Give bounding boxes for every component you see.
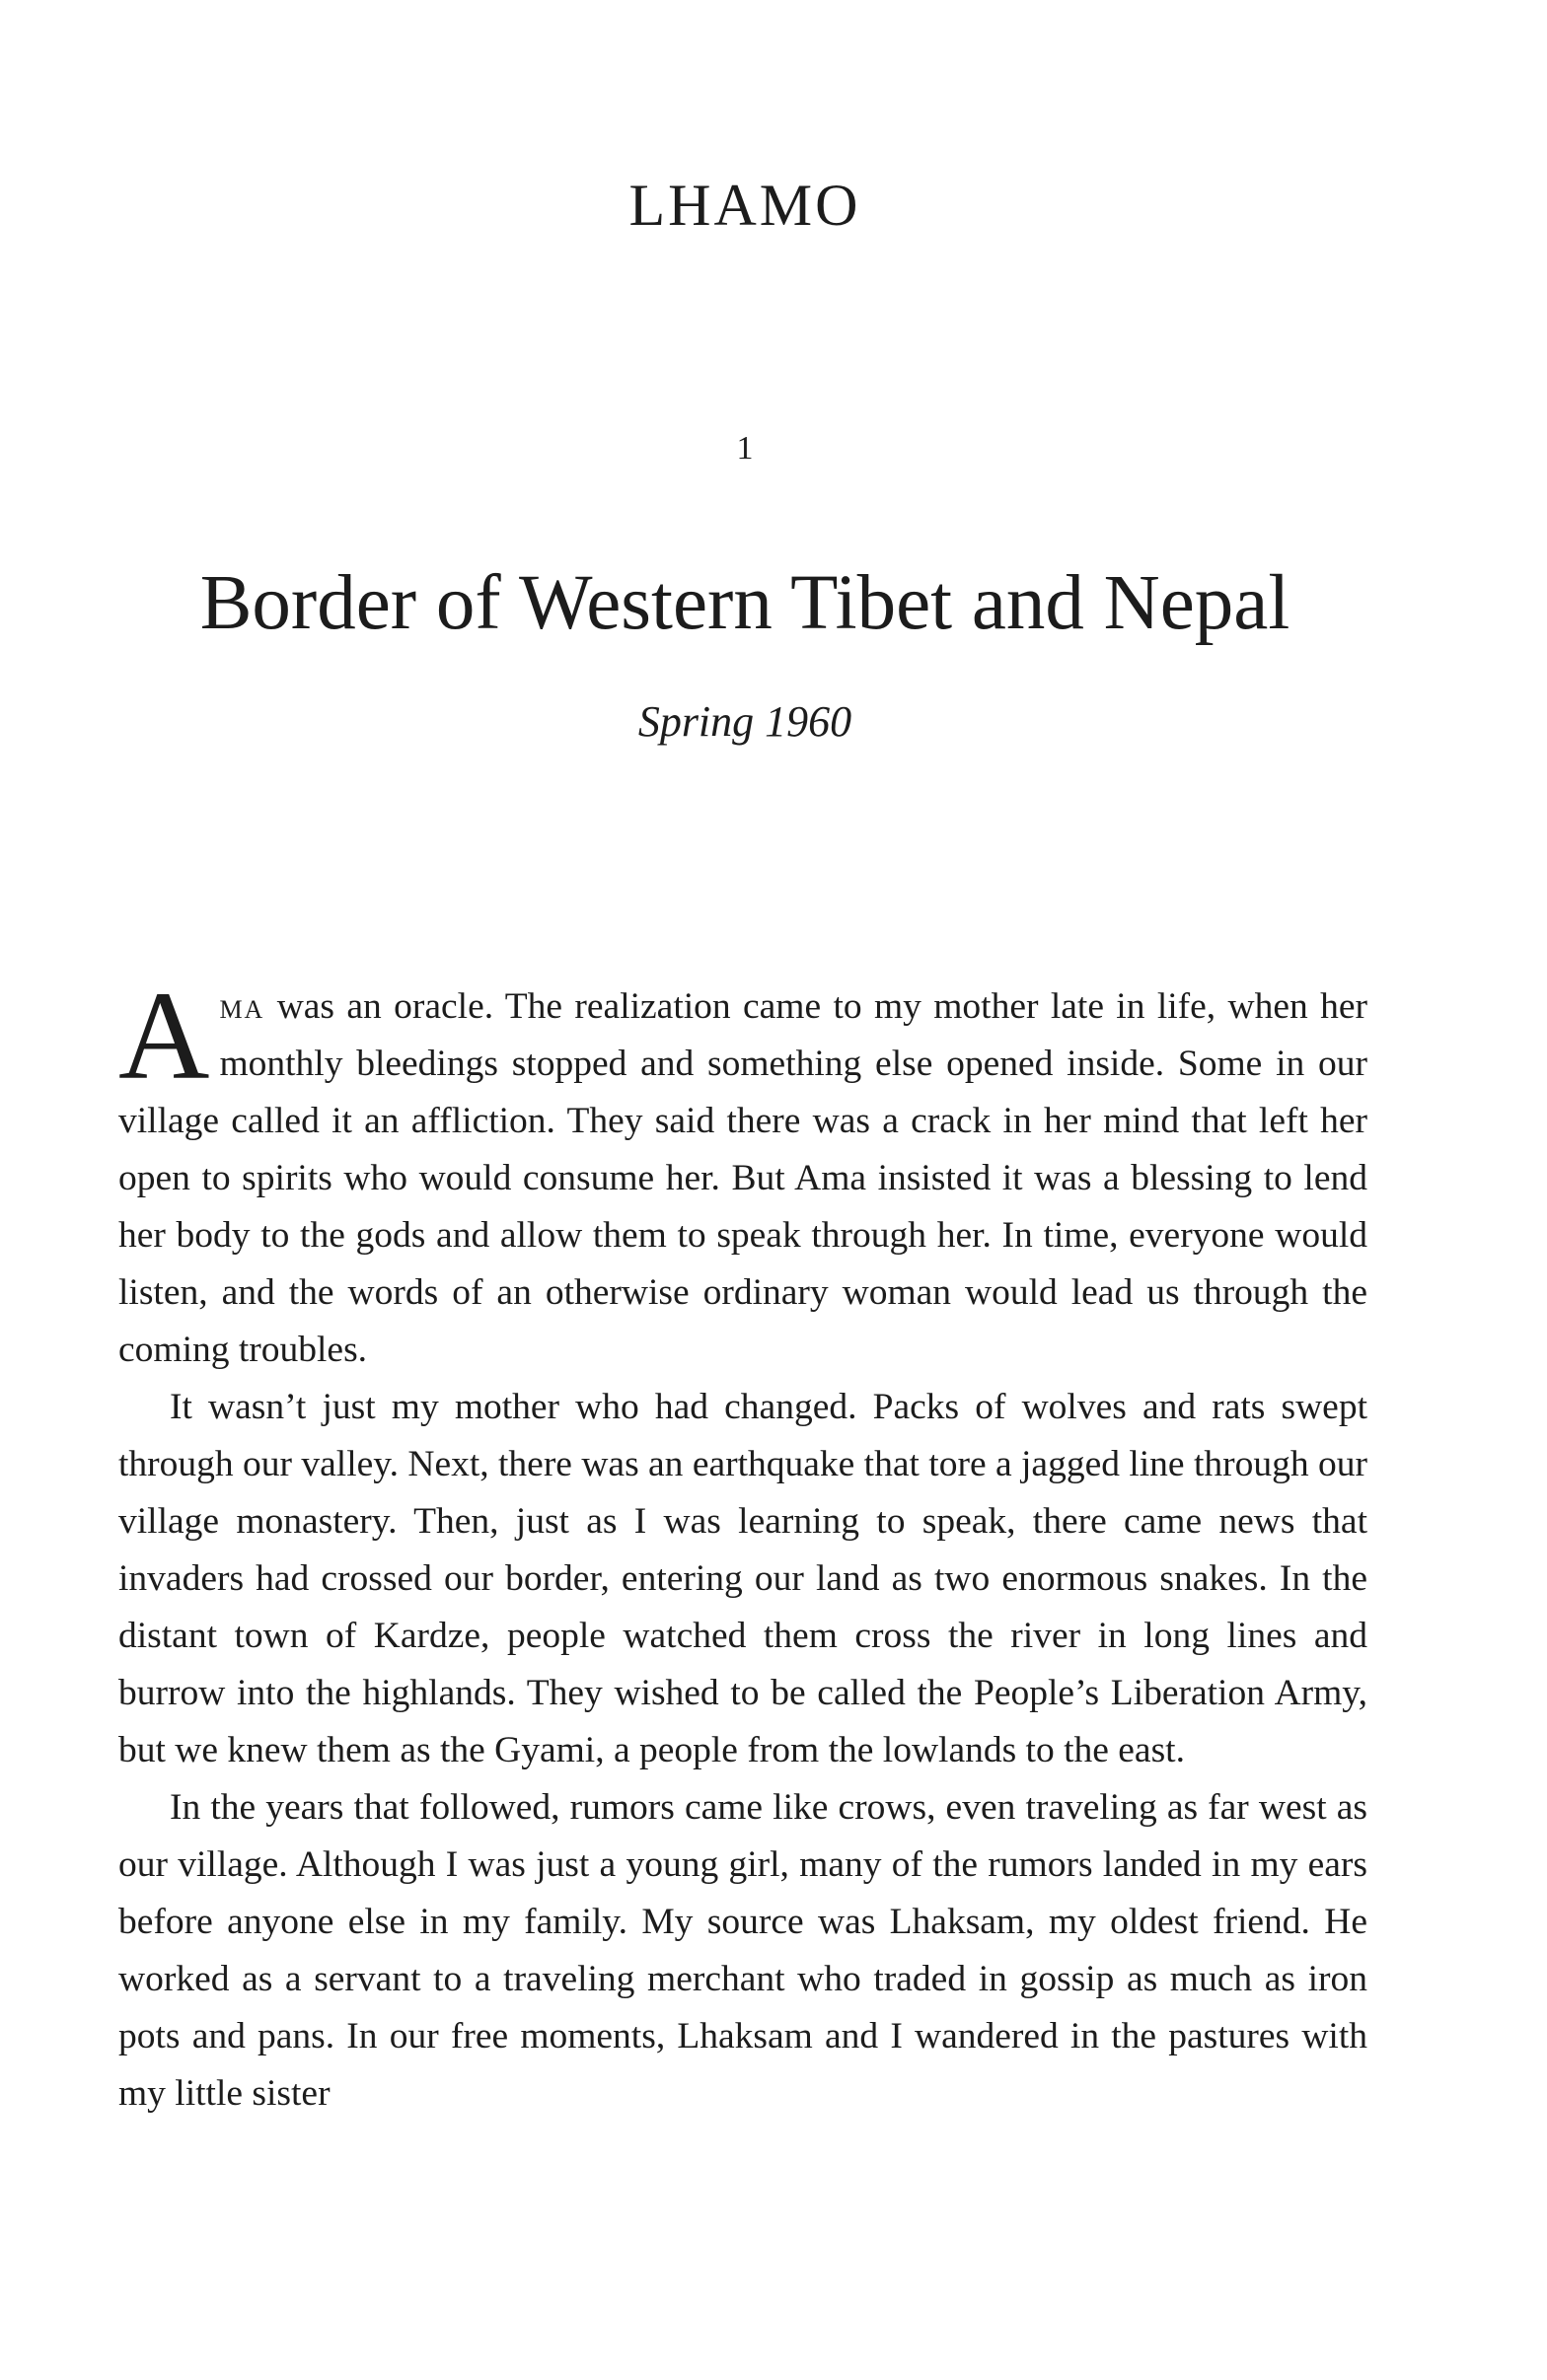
- paragraph-3: In the years that followed, rumors came like crows, even traveling as far west as our village. Although I was just a young girl, many of the rumors landed in my ears before anyone else in my family. My source was Lhaksam, my oldest friend. He worked as a servant to a traveling merchant who traded in gossip as much as iron pots and pans. In our free moments, Lhaksam and I wandered in the pastures with my little sister: [118, 1787, 1367, 2114]
- part-title: LHAMO: [628, 173, 861, 238]
- paragraph-1-text: was an oracle. The realization came to my mother late in life, when her monthly bleedings stopped and something else opened inside. Some in our village called it an affliction. They said there was a crack in her mind that left her open to spirits who would consume her. But Ama insisted it was a blessing to lend her body to the gods and allow them to speak through her. In time, everyone would listen, and the words of an otherwise ordinary woman would lead us through the coming troubles.: [118, 986, 1367, 1370]
- lead-in: ma: [219, 986, 265, 1027]
- chapter-title: Border of Western Tibet and Nepal: [199, 560, 1290, 646]
- chapter-date: Spring 1960: [637, 697, 852, 746]
- body-text: [118, 966, 1367, 2123]
- drop-cap: A: [118, 966, 210, 1106]
- paragraph-2: It wasn’t just my mother who had changed. Packs of wolves and rats swept through our valley. Next, there was an earthquake that tore a jagged line through our village monastery. Then, just as I was learning to speak, there came news that invaders had crossed our border, entering our land as two enormous snakes. In the distant town of Kardze, people watched them cross the river in long lines and burrow into the highlands. They wished to be called the People’s Liberation Army, but we knew them as the Gyami, a people from the lowlands to the east.: [118, 1387, 1367, 1770]
- chapter-number: 1: [736, 430, 754, 467]
- paragraph-1: [118, 966, 1367, 1379]
